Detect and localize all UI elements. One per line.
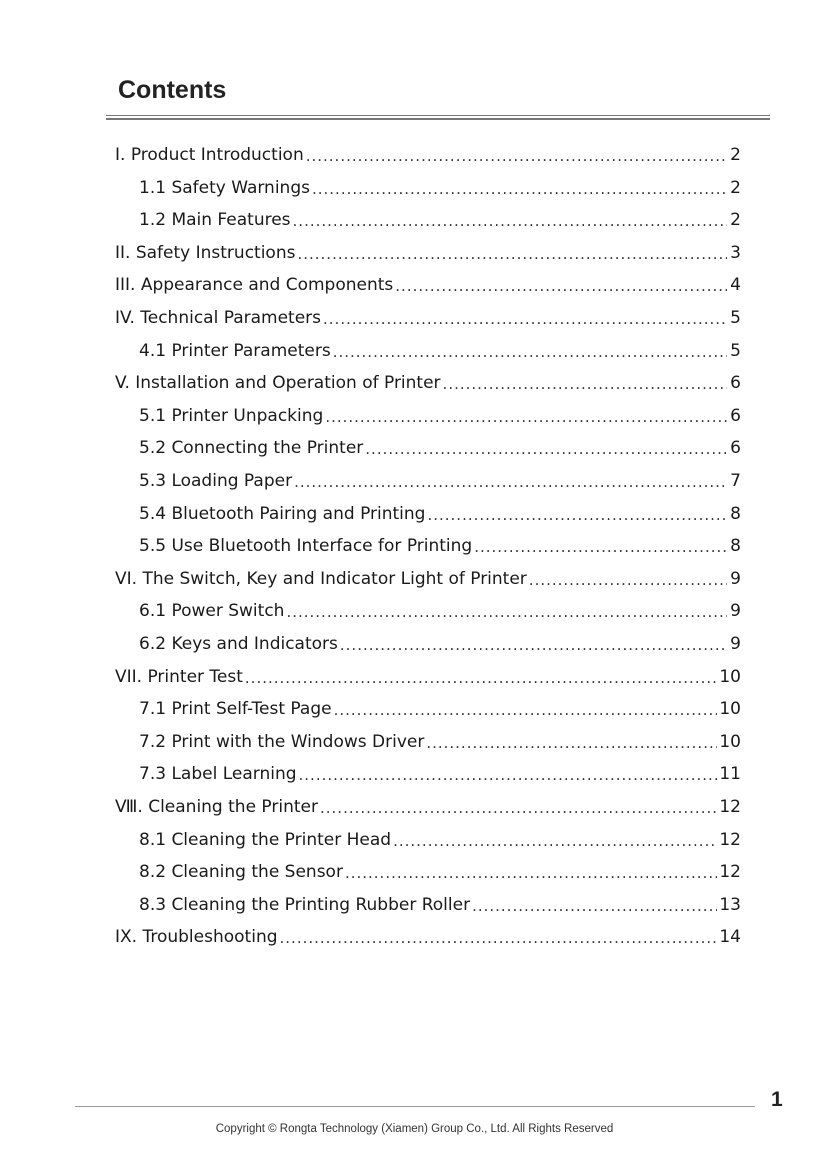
toc-entry[interactable] — [115, 143, 741, 167]
toc-entry-title: VI. The Switch, Key and Indicator Light of Printer — [115, 568, 527, 589]
toc-entry-title: 4.1 Printer Parameters — [139, 340, 331, 361]
toc-entry[interactable] — [139, 697, 741, 721]
toc-dot-leader — [323, 308, 727, 330]
toc-entry-title: Ⅷ. Cleaning the Printer — [115, 797, 318, 817]
toc-dot-leader — [345, 862, 717, 884]
toc-entry[interactable] — [139, 208, 741, 232]
toc-entry-title: I. Product Introduction — [115, 145, 304, 165]
toc-dot-leader — [426, 732, 717, 754]
toc-entry-page: 6 — [730, 373, 741, 394]
toc-entry-page: 10 — [719, 699, 741, 720]
toc-entry-page: 13 — [719, 894, 741, 915]
toc-entry-title: 5.1 Printer Unpacking — [139, 405, 324, 426]
toc-entry[interactable] — [139, 404, 741, 428]
toc-entry-page: 12 — [719, 797, 741, 817]
toc-entry-page: 5 — [730, 308, 741, 328]
toc-dot-leader — [395, 275, 727, 297]
toc-dot-leader — [294, 471, 727, 493]
toc-entry[interactable] — [139, 860, 741, 884]
toc-dot-leader — [297, 243, 727, 265]
footer-divider — [75, 1106, 755, 1107]
toc-dot-leader — [286, 601, 727, 623]
toc-dot-leader — [529, 569, 727, 591]
toc-entry-page: 2 — [730, 210, 741, 231]
toc-dot-leader — [280, 927, 718, 949]
toc-entry-page: 2 — [730, 177, 741, 198]
toc-entry-title: II. Safety Instructions — [115, 242, 296, 263]
toc-dot-leader — [474, 536, 727, 558]
toc-entry-title: 6.2 Keys and Indicators — [139, 634, 338, 654]
toc-entry[interactable] — [115, 665, 741, 689]
toc-dot-leader — [333, 341, 727, 363]
toc-dot-leader — [306, 145, 727, 167]
toc-entry-title: 7.1 Print Self-Test Page — [139, 699, 332, 720]
toc-entry-page: 8 — [730, 536, 741, 557]
toc-entry[interactable] — [139, 599, 741, 623]
toc-entry-title: 8.1 Cleaning the Printer Head — [139, 829, 392, 850]
title-divider — [106, 115, 770, 120]
toc-entry-title: 7.2 Print with the Windows Driver — [139, 731, 425, 752]
toc-entry[interactable] — [139, 176, 741, 200]
toc-entry[interactable] — [139, 632, 741, 656]
toc-entry[interactable] — [115, 567, 741, 591]
toc-entry-title: III. Appearance and Components — [115, 275, 394, 296]
toc-entry[interactable] — [139, 730, 741, 754]
toc-dot-leader — [443, 373, 727, 395]
toc-entry-title: 6.1 Power Switch — [139, 601, 285, 622]
toc-entry-page: 5 — [730, 340, 741, 361]
toc-dot-leader — [472, 895, 717, 917]
toc-entry-title: 5.3 Loading Paper — [139, 471, 293, 491]
toc-dot-leader — [365, 438, 727, 460]
toc-entry-title: 1.2 Main Features — [139, 210, 291, 231]
toc-dot-leader — [245, 667, 717, 689]
toc-entry[interactable] — [115, 273, 741, 297]
toc-entry[interactable] — [139, 436, 741, 460]
toc-entry-page: 7 — [730, 471, 741, 491]
toc-entry-page: 6 — [730, 405, 741, 426]
toc-entry-title: IV. Technical Parameters — [115, 308, 322, 328]
toc-entry[interactable] — [115, 306, 741, 330]
toc-entry[interactable] — [139, 762, 741, 786]
toc-dot-leader — [334, 699, 718, 721]
toc-entry[interactable] — [139, 893, 741, 917]
toc-entry-title: VII. Printer Test — [115, 666, 243, 687]
toc-entry-page: 8 — [730, 503, 741, 524]
toc-dot-leader — [427, 504, 727, 526]
toc-dot-leader — [312, 178, 727, 200]
toc-entry-page: 10 — [719, 666, 741, 687]
toc-entry-page: 4 — [730, 275, 741, 296]
toc-entry-title: 5.5 Use Bluetooth Interface for Printing — [139, 536, 473, 557]
toc-entry[interactable] — [139, 828, 741, 852]
toc-entry-title: 1.1 Safety Warnings — [139, 177, 310, 198]
toc-dot-leader — [320, 797, 717, 819]
toc-entry-page: 10 — [719, 731, 741, 752]
toc-dot-leader — [325, 406, 727, 428]
toc-dot-leader — [299, 764, 718, 786]
toc-entry-page: 3 — [730, 242, 741, 263]
toc-entry[interactable] — [115, 241, 741, 265]
toc-entry[interactable] — [139, 502, 741, 526]
page-number: 1 — [771, 1088, 783, 1111]
toc-entry-page: 2 — [730, 145, 741, 165]
toc-entry[interactable] — [115, 925, 741, 949]
toc-entry-title: 7.3 Label Learning — [139, 764, 297, 785]
toc-entry-page: 9 — [730, 634, 741, 654]
copyright-notice: Copyright © Rongta Technology (Xiamen) Group Co., Ltd. All Rights Reserved — [215, 1123, 614, 1135]
toc-entry-page: 9 — [730, 568, 741, 589]
toc-entry[interactable] — [139, 469, 741, 493]
toc-entry[interactable] — [115, 371, 741, 395]
toc-entry[interactable] — [115, 795, 741, 819]
toc-entry[interactable] — [139, 339, 741, 363]
toc-entry-title: 5.4 Bluetooth Pairing and Printing — [139, 503, 426, 524]
toc-entry-page: 14 — [719, 927, 741, 948]
toc-entry[interactable] — [139, 534, 741, 558]
toc-entry-page: 9 — [730, 601, 741, 622]
toc-entry-title: V. Installation and Operation of Printer — [115, 373, 441, 394]
toc-entry-page: 12 — [719, 829, 741, 850]
toc-entry-title: IX. Troubleshooting — [115, 927, 278, 948]
toc-entry-page: 11 — [719, 764, 741, 785]
toc-entry-page: 12 — [719, 862, 741, 883]
page-title: Contents — [118, 76, 227, 104]
toc-dot-leader — [293, 210, 727, 232]
toc-dot-leader — [393, 830, 717, 852]
toc-entry-page: 6 — [730, 438, 741, 459]
toc-entry-title: 8.3 Cleaning the Printing Rubber Roller — [139, 894, 471, 915]
toc-dot-leader — [340, 634, 727, 656]
toc-entry-title: 8.2 Cleaning the Sensor — [139, 862, 343, 883]
toc-entry-title: 5.2 Connecting the Printer — [139, 438, 364, 459]
